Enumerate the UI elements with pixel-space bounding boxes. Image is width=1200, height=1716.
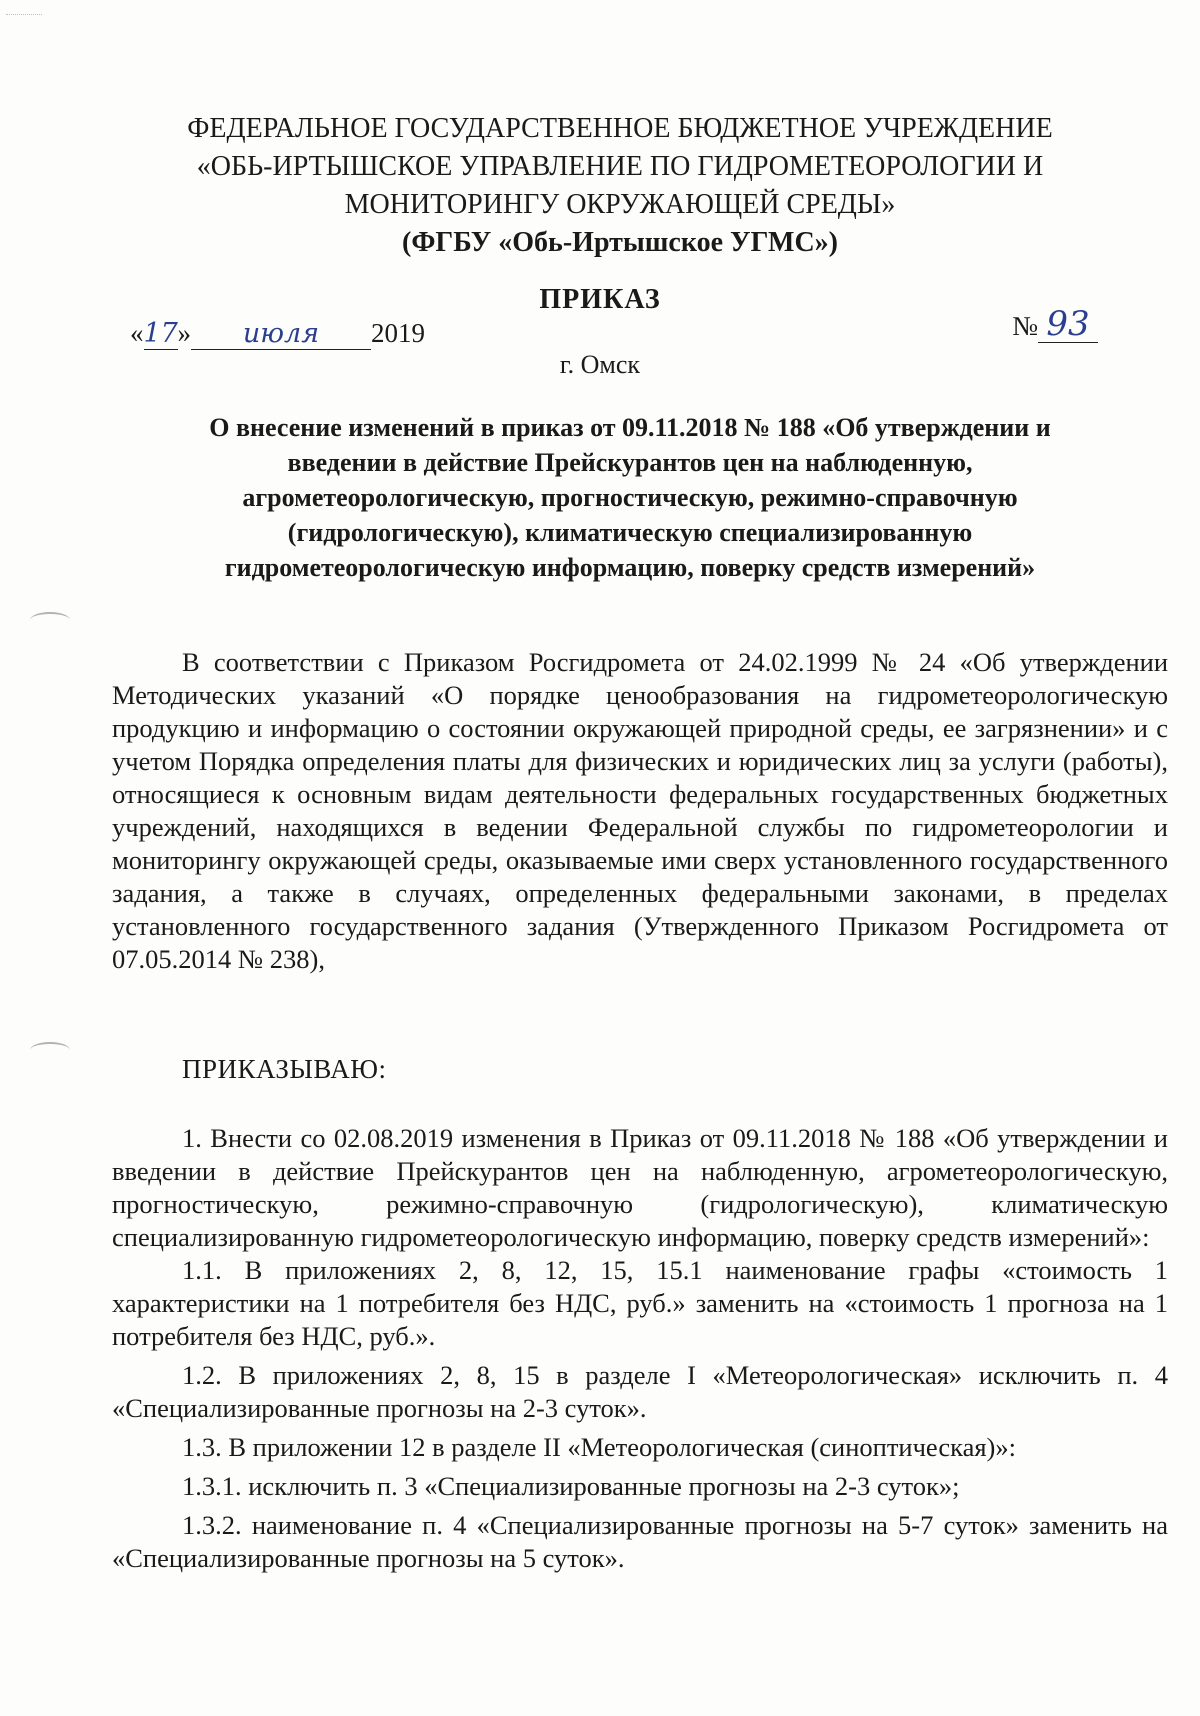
subject-line-5: гидрометеорологическую информацию, поверку средств измерений» <box>224 553 1036 582</box>
item-1-3-1: 1.3.1. исключить п. 3 «Специализированные прогнозы на 2-3 суток»; <box>182 1471 960 1501</box>
subject-line-2: введении в действие Прейскурантов цен на наблюденную, <box>287 448 973 477</box>
order-subject <box>150 410 1110 585</box>
organization-header <box>140 110 1100 262</box>
org-line-1: ФЕДЕРАЛЬНОЕ ГОСУДАРСТВЕННОЕ БЮДЖЕТНОЕ УЧРЕЖДЕНИЕ <box>187 113 1053 144</box>
subject-line-4: (гидрологическую), климатическую специализированную <box>287 518 973 547</box>
date-close-quote: » <box>177 318 191 348</box>
item-1-1: 1.1. В приложениях 2, 8, 12, 15, 15.1 наименование графы «стоимость 1 характеристики на 1 потребителя без НДС, руб.» заменить на «стоимость 1 прогноза на 1 потребителя без НДС, руб.». <box>112 1255 1168 1351</box>
intro-paragraph: В соответствии с Приказом Росгидромета от 24.02.1999 № 24 «Об утверждении Методических указаний «О порядке ценообразования на гидрометеорологическую продукцию и информацию о состоянии окружающей природной среды, ее загрязнении» и с учетом Порядка определения платы для физических и юридических лиц за услуги (работы), относящиеся к основным видам деятельности федеральных государственных бюджетных учреждений, находящихся в ведении Федеральной службы по гидрометеорологии и мониторингу окружающей среды, оказываемые ими сверх установленного государственного задания, а также в случаях, определенных федеральными законами, в пределах установленного государственного задания (Утвержденного Приказом Росгидромета от 07.05.2014 № 238), <box>112 647 1168 974</box>
scan-artifact <box>30 612 70 628</box>
order-title: ПРИКАЗ <box>539 284 661 315</box>
date-month: июля <box>191 319 371 350</box>
date-open-quote: « <box>130 318 144 348</box>
sub-items <box>112 1254 1168 1581</box>
number-value: 93 <box>1038 306 1098 343</box>
org-abbreviation: (ФГБУ «Обь-Иртышское УГМС») <box>402 227 838 258</box>
item-1: 1. Внести со 02.08.2019 изменения в Приказ от 09.11.2018 № 188 «Об утверждении и введении в действие Прейскурантов цен на наблюденную, агрометеорологическую, прогностическую, режимно-справочную (гидрологическую), климатическую специализированную гидрометеорологическую информацию, поверку средств измерений»: <box>112 1123 1168 1252</box>
org-line-3: МОНИТОРИНГУ ОКРУЖАЮЩЕЙ СРЕДЫ» <box>344 189 896 220</box>
item-1-3: 1.3. В приложении 12 в разделе II «Метеорологическая (синоптическая)»: <box>182 1432 1016 1462</box>
item-1-3-2: 1.3.2. наименование п. 4 «Специализированные прогнозы на 5-7 суток» заменить на «Специализированные прогнозы на 5 суток». <box>112 1510 1168 1573</box>
order-city: г. Омск <box>559 350 641 379</box>
date-year: 2019 <box>371 318 425 348</box>
order-number <box>1012 306 1098 343</box>
subject-line-1: О внесение изменений в приказ от 09.11.2018 № 188 «Об утверждении и <box>209 413 1051 442</box>
number-label: № <box>1012 311 1038 341</box>
item-1-2: 1.2. В приложениях 2, 8, 15 в разделе I «Метеорологическая» исключить п. 4 «Специализированные прогнозы на 2-3 суток». <box>112 1360 1168 1423</box>
order-date <box>130 318 425 350</box>
subject-line-3: агрометеорологическую, прогностическую, режимно-справочную <box>242 483 1018 512</box>
scan-speck <box>6 14 42 23</box>
scan-artifact <box>30 1042 70 1058</box>
decree-heading: ПРИКАЗЫВАЮ: <box>182 1054 387 1084</box>
date-day: 17 <box>143 318 178 349</box>
org-line-2: «ОБЬ-ИРТЫШСКОЕ УПРАВЛЕНИЕ ПО ГИДРОМЕТЕОРОЛОГИИ И <box>196 151 1044 182</box>
